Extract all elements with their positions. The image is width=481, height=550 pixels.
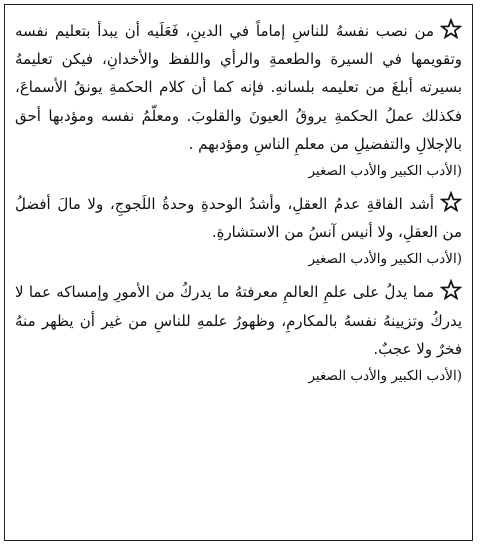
- quote-entry-1: [15, 17, 462, 184]
- quote-text-content-1: من نصب نفسهُ للناسِ إماماً في الدينِ، فَعَلَيه أن يبدأ بتعليم نفسه وتقويمها في السيرة والطعمةِ والرأي واللفظ والأخدانِ، فيكن تعليمهُ بسيرته أبلغَ من تعليمه بلسانهِ. فإنه كما أن كلام الحكمةِ يونقُ الأسماعَ، فكذلك عملُ الحكمةِ يروقُ العيونَ والقلوبَ. ومعلّمُ نفسه ومؤدبها أحق بالإجلالِ والتفضيلِ من معلمِ الناسِ ومؤدبهم .: [15, 22, 462, 153]
- quote-text-3: [15, 278, 462, 363]
- star-outline-icon: [440, 18, 462, 40]
- star-outline-icon: [440, 191, 462, 213]
- quote-source-1: (الأدب الكبير والأدب الصغير: [308, 163, 462, 180]
- quote-entry-3: [15, 278, 462, 389]
- quote-text-content-2: أشد الفاقةِ عدمُ العقلِ، وأشدُ الوحدةِ وحدةُ اللَجوجِ، ولا مالَ أفضلُ من العقلِ، ولا أنيس آنسُ من الاستشارةِ.: [15, 195, 462, 242]
- quote-text-content-3: مما يدلُ على علمِ العالمِ معرفتهُ ما يدركُ من الأمورِ وإمساكه عما لا يدركُ وتزيينهُ نفسهُ بالمكارمِ، وظهورُ علمهِ للناسِ من غير أن يظهر منهُ فخرٌ ولا عجبٌ.: [15, 283, 462, 358]
- quote-source-2: (الأدب الكبير والأدب الصغير: [308, 251, 462, 268]
- document-frame: [4, 4, 473, 541]
- quote-entry-2: [15, 190, 462, 272]
- quote-source-3: (الأدب الكبير والأدب الصغير: [308, 368, 462, 385]
- quote-text-2: [15, 190, 462, 246]
- quote-text-1: [15, 17, 462, 158]
- star-outline-icon: [440, 279, 462, 301]
